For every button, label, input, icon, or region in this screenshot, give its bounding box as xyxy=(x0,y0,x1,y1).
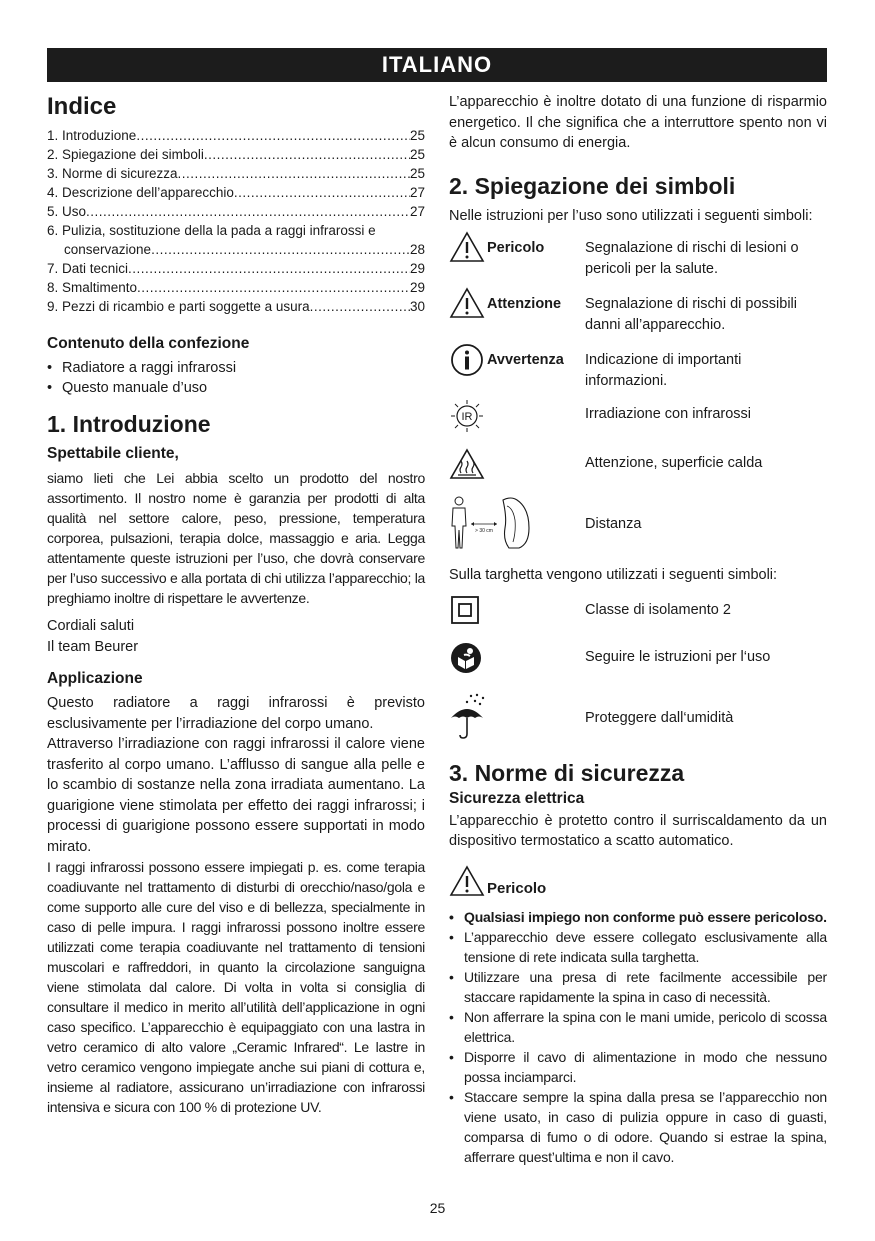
warning-triangle-icon xyxy=(449,864,487,903)
symbol-row-infrared xyxy=(449,398,827,439)
plate-intro: Sulla targhetta vengono utilizzati i seguenti simboli: xyxy=(449,567,778,583)
symbol-row-danger xyxy=(449,230,827,280)
symbol-text: Proteggere dall‘umidità xyxy=(585,709,734,726)
toc-item-title: 3. Norme di sicurezza xyxy=(47,166,178,181)
toc-dots xyxy=(128,259,410,278)
intro-paragraph: siamo lieti che Lei abbia scelto un prodotto del nostro assortimento. Il nostro nome è garanzia per prodotti di alta qualità nel settore calore, peso, pressione, temperatura corporea, pulsazioni, terapia dolce, massaggio e aria. Legga attentamente queste istruzioni per l’uso, che dovrà conservare per l’uso successivo e alla portata di chi utilizza l’apparecchio; la preghiamo inoltre di rispettare le avvertenze. xyxy=(47,470,425,606)
toc-item-page: 28 xyxy=(409,242,425,257)
infrared-icon-label: IR xyxy=(461,411,473,423)
symbol-label: Avvertenza xyxy=(487,352,564,368)
list-item: • Staccare sempre la spina dalla presa se l’apparecchio non viene usato, in caso di pulizia oppure in caso di guasti, comparsa di fumo o di odore. Quando si estrae la spina, afferrare quest’ultima e non il cavo. xyxy=(449,1087,827,1167)
toc-item-page: 29 xyxy=(409,261,425,276)
symbol-label xyxy=(487,447,585,455)
list-item: • L’apparecchio deve essere collegato esclusivamente alla tensione di rete indicata sulla targhetta. xyxy=(449,927,827,967)
symbol-text: Attenzione, superficie calda xyxy=(585,455,763,471)
symbol-label: Attenzione xyxy=(487,296,562,312)
electric-paragraph: L’apparecchio è protetto contro il surriscaldamento da un dispositivo termostatico a scatto automatico. xyxy=(449,812,827,849)
application-paragraph-1: Questo radiatore a raggi infrarossi è previsto esclusivamente per l’irradiazione del corpo umano. xyxy=(47,695,425,732)
symbol-text: Seguire le istruzioni per l‘uso xyxy=(585,648,771,665)
symbol-row-hot-surface xyxy=(449,447,827,486)
symbol-text: Segnalazione di rischi di lesioni o pericoli per la salute. xyxy=(585,240,799,277)
toc-item-page: 27 xyxy=(409,185,425,200)
toc-item-title: 5. Uso xyxy=(47,204,87,219)
toc-dots xyxy=(178,164,410,183)
toc-item-title: conservazione xyxy=(64,242,152,257)
language-banner: ITALIANO xyxy=(47,48,827,82)
toc-item-page: 25 xyxy=(409,128,425,143)
toc-item xyxy=(47,297,425,316)
distance-icon xyxy=(449,494,585,555)
toc-dots xyxy=(137,278,410,297)
distance-icon-label: > 30 cm xyxy=(475,528,493,534)
plate-row-insulation xyxy=(449,594,827,631)
toc-item-title: 9. Pezzi di ricambio e parti soggette a usura xyxy=(47,299,310,314)
toc-item-page: 25 xyxy=(409,147,425,162)
toc-item xyxy=(47,145,425,164)
list-item: • Utilizzare una presa di rete facilmente accessibile per staccare rapidamente la spina in caso di necessità. xyxy=(449,967,827,1007)
page-number: 25 xyxy=(429,1200,446,1216)
warning-triangle-icon xyxy=(449,230,487,269)
danger-label: Pericolo xyxy=(487,879,547,897)
list-item: • Questo manuale d’uso xyxy=(47,378,425,398)
right-column xyxy=(449,92,827,1167)
toc-item-title: 7. Dati tecnici xyxy=(47,261,129,276)
toc-dots xyxy=(136,126,410,145)
toc-item-continuation xyxy=(47,240,425,259)
danger-list xyxy=(449,907,827,1167)
package-list xyxy=(47,358,425,398)
energy-paragraph: L’apparecchio è inoltre dotato di una funzione di risparmio energetico. Il che significa che a interruttore spento non vi è alcun consumo di energia. xyxy=(449,94,827,151)
application-paragraph-2: Attraverso l’irradiazione con raggi infrarossi il calore viene trasferito al corpo umano. L’afflusso di sangue alla pelle e lo scambio di sostanze nella zona irradiata aumentano. La guarigione viene stimolata per effetto dei raggi infrarossi; i processi di guarigione possono essere supportati in modo mirato. xyxy=(47,736,425,855)
symbol-text: Distanza xyxy=(585,516,642,532)
symbol-row-caution xyxy=(449,286,827,336)
regards-text: Cordiali saluti xyxy=(47,618,135,634)
plate-row-manual xyxy=(449,641,827,682)
symbol-label: Pericolo xyxy=(487,240,545,256)
symbol-row-note xyxy=(449,342,827,392)
info-circle-icon xyxy=(449,342,487,383)
symbols-title: 2. Spiegazione dei simboli xyxy=(449,172,736,199)
toc-item-title: 8. Smaltimento xyxy=(47,280,138,295)
toc-item xyxy=(47,126,425,145)
toc-dots xyxy=(234,183,410,202)
toc-item-page: 30 xyxy=(409,299,425,314)
toc-dots xyxy=(204,145,410,164)
electric-title: Sicurezza elettrica xyxy=(449,789,585,807)
toc-item-title: 4. Descrizione dell’apparecchio xyxy=(47,185,234,200)
toc-item xyxy=(47,259,425,278)
warning-triangle-icon xyxy=(449,286,487,325)
list-item: • Radiatore a raggi infrarossi xyxy=(47,358,425,378)
toc-dots xyxy=(310,297,410,316)
toc-item-title: 1. Introduzione xyxy=(47,128,137,143)
toc-item-title: 2. Spiegazione dei simboli xyxy=(47,147,204,162)
symbol-text: Indicazione di importanti informazioni. xyxy=(585,352,742,389)
safety-title: 3. Norme di sicurezza xyxy=(449,759,685,786)
symbol-text: Classe di isolamento 2 xyxy=(585,601,731,618)
greeting-title: Spettabile cliente, xyxy=(47,445,179,462)
application-title: Applicazione xyxy=(47,670,143,687)
table-of-contents xyxy=(47,126,425,316)
toc-item xyxy=(47,278,425,297)
toc-dots xyxy=(86,202,410,221)
toc-dots xyxy=(151,240,410,259)
symbol-row-distance xyxy=(449,494,827,555)
toc-item xyxy=(47,183,425,202)
symbol-text: Irradiazione con infrarossi xyxy=(585,406,752,422)
danger-heading xyxy=(449,864,827,903)
left-column xyxy=(47,92,425,1117)
symbol-text: Segnalazione di rischi di possibili danni all’apparecchio. xyxy=(585,296,797,333)
toc-item xyxy=(47,164,425,183)
toc-item xyxy=(47,221,425,240)
list-item: • Non afferrare la spina con le mani umide, pericolo di scossa elettrica. xyxy=(449,1007,827,1047)
intro-title: 1. Introduzione xyxy=(47,411,211,437)
infrared-icon xyxy=(449,398,487,439)
package-title: Contenuto della confezione xyxy=(47,335,250,352)
plate-row-humidity xyxy=(449,692,827,745)
symbols-intro: Nelle istruzioni per l’uso sono utilizzati i seguenti simboli: xyxy=(449,207,813,224)
symbol-label xyxy=(487,398,585,406)
class-2-insulation-icon xyxy=(449,594,585,631)
index-title: Indice xyxy=(47,93,117,120)
read-manual-icon xyxy=(449,641,585,682)
application-paragraph-3: I raggi infrarossi possono essere impiegati p. es. come terapia coadiuvante nel trattamento di disturbi di orecchio/naso/gola e come supporto alle cure del viso e di bellezza, specialmente in caso di pelle impura. I raggi infrarossi possono inoltre essere utilizzati come terapia coadiuvante nel trattamento di tensioni muscolari e raffreddori, in quanto la circolazione sanguigna viene stimolata dal calore. Di volta in volta si consiglia di consultare il medico in merito all’utilità dell’applicazione in ogni caso specifico. L’apparecchio è equipaggiato con una lastra in vetro ceramico di alto valore „Ceramic Infrared“. Le lastre in vetro ceramico vengono impiegate anche sui piani di cottura e, insieme al radiatore, assicurano un’irradiazione con infrarossi intensiva e sicura con 100 % di protezione UV. xyxy=(47,859,425,1115)
toc-item xyxy=(47,202,425,221)
hot-surface-icon xyxy=(449,447,487,486)
toc-item-title: 6. Pulizia, sostituzione della la pada a raggi infrarossi e xyxy=(47,223,376,238)
umbrella-rain-icon xyxy=(449,692,585,745)
list-item: • Disporre il cavo di alimentazione in modo che nessuno possa inciamparci. xyxy=(449,1047,827,1087)
team-text: Il team Beurer xyxy=(47,638,139,655)
toc-item-page: 29 xyxy=(409,280,425,295)
toc-item-page: 27 xyxy=(409,204,425,219)
list-item: • Qualsiasi impiego non conforme può essere pericoloso. xyxy=(449,907,827,927)
toc-item-page: 25 xyxy=(409,166,425,181)
